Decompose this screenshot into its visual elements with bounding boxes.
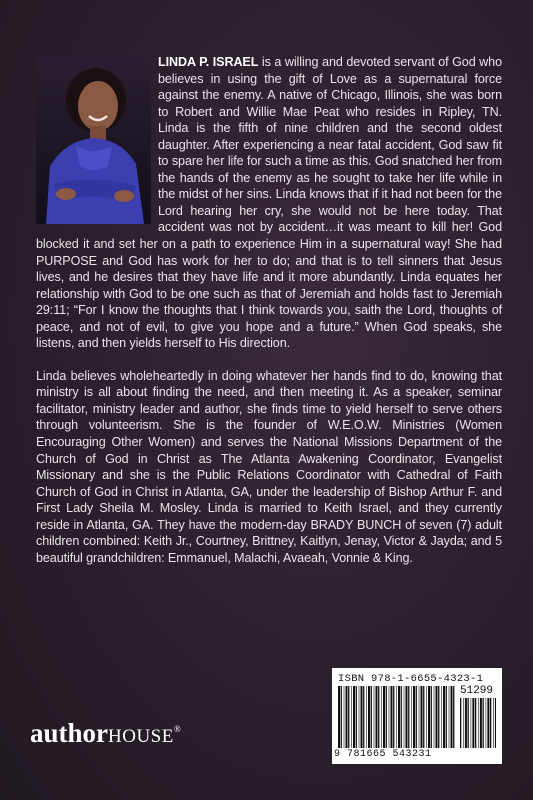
ean-number-text: 9 781665 543231 xyxy=(334,749,432,760)
publisher-logo xyxy=(30,718,181,749)
bio-paragraph-2: Linda believes wholeheartedly in doing whatever her hands find to do, knowing that ministry is all about finding the need, and then meeting it. As a speaker, seminar facilitator, ministry leader and author, she finds time to yield herself to serve others through volunteerism. She is the founder of W.E.O.W. Ministries (Women Encouraging Other Women) and serves the National Missions Department of the Church of God in Christ as The Atlanta Awakening Coordinator, Evangelist Missionary and she is the Public Relations Coordinator with Cathedral of Faith Church of God in Christ in Atlanta, GA, under the leadership of Bishop Arthur F. and First Lady Sheila M. Mosley. Linda is married to Keith Israel, and they currently reside in Atlanta, GA. They have the modern-day BRADY BUNCH of seven (7) adult children combined: Keith Jr., Courtney, Brittney, Kaitlyn, Jenay, Victor & Jayda; and 5 beautiful grandchildren: Emmanuel, Malachi, Avaeah, Vonnie & King. xyxy=(36,368,502,565)
publisher-logo-part2: HOUSE xyxy=(108,726,174,747)
photo-wrap-spacer xyxy=(36,54,158,222)
author-bio xyxy=(36,54,502,566)
addon-barcode-icon xyxy=(460,698,496,748)
barcode-box xyxy=(332,668,502,764)
registered-mark: ® xyxy=(173,724,181,734)
price-addon-text: 51299 xyxy=(460,685,494,697)
publisher-logo-part1: author xyxy=(30,718,109,748)
author-name: LINDA P. ISRAEL xyxy=(158,55,259,69)
bio-paragraph-1-text: is a willing and devoted servant of God who believes in using the gift of Love as a supernatural force against the enemy. A native of Chicago, Illinois, she was born to Robert and Willie Mae Peat who resides in Ripley, TN. Linda is the fifth of nine children and the second oldest daughter. After experiencing a near fatal accident, God saw fit to spare her life for such a time as this. God snatched her from the hands of the enemy as he sought to take her life while in the midst of her sins. Linda knows that if it had not been for the Lord hearing her cry, she would not be here today. That accident was not by accident…it was meant to kill her! God blocked it and set her on a path to experience Him in a supernatural way! She had PURPOSE and God has work for her to do; and that is to tell sinners that Jesus lives, and he desires that they have life and it more abundantly. Linda equates her relationship with God to be one such as that of Jeremiah and holds fast to Jeremiah 29:11; “For I know the thoughts that I think towards you, saith the Lord, thoughts of peace, and not of evil, to give you hope and a future.” When God speaks, she listens, and then yields herself to His direction. xyxy=(36,55,502,351)
isbn-text: ISBN 978-1-6655-4323-1 xyxy=(338,673,484,685)
ean-barcode-icon xyxy=(338,686,456,748)
